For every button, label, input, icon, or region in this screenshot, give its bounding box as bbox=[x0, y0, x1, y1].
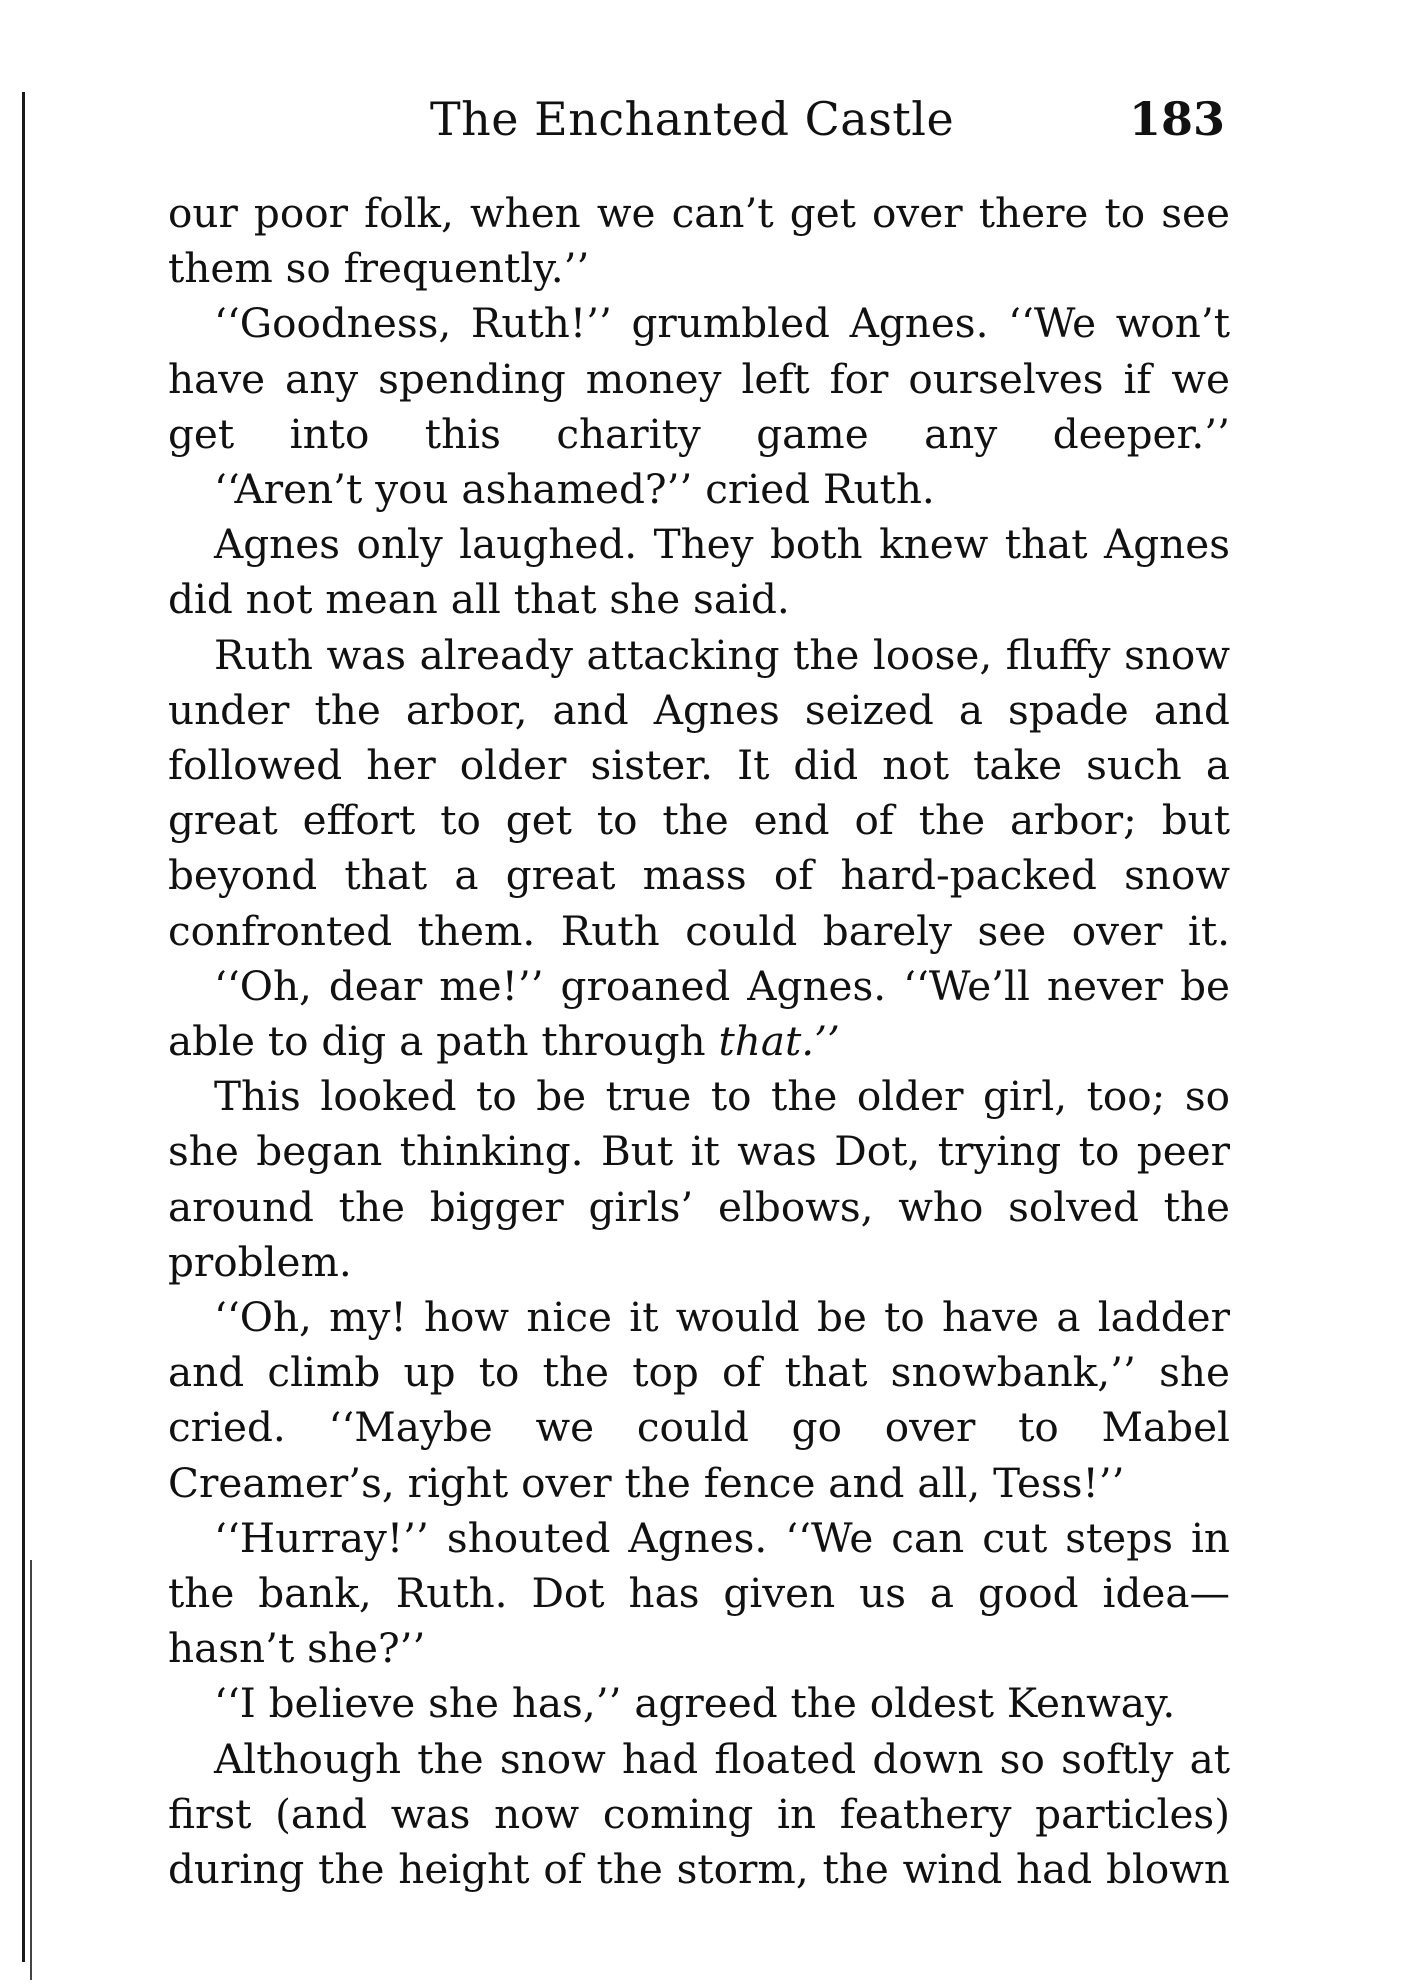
paragraph-4: Agnes only laughed. They both knew that Agnes did not mean all that she said. bbox=[168, 520, 1230, 624]
paragraph-5: Ruth was already attacking the loose, fluffy snow under the arbor, and Agnes seized a spade and followed her older sister. It did not take such a great effort to get to the end of the arbor; but beyond that a great mass of hard-packed snow confronted them. Ruth could barely see over it. bbox=[168, 630, 1230, 955]
paragraph-6-text: ‘‘Oh, dear me!’’ groaned Agnes. ‘‘We’ll never be able to dig a path through bbox=[168, 961, 1230, 1066]
paragraph-1: our poor folk, when we can’t get over there to see them so frequently.’’ bbox=[168, 189, 1230, 293]
paragraph-10: ‘‘I believe she has,’’ agreed the oldest Kenway. bbox=[214, 1679, 1176, 1728]
paragraph-3: ‘‘Aren’t you ashamed?’’ cried Ruth. bbox=[214, 465, 935, 514]
paragraph-7: This looked to be true to the older girl, too; so she began thinking. But it was Dot, trying to peer around the bigger girls’ elbows, who solved the problem. bbox=[168, 1072, 1230, 1286]
paragraph-6 bbox=[168, 959, 1230, 1069]
page-number: 183 bbox=[1128, 92, 1225, 146]
binding-edge-line bbox=[22, 92, 25, 1962]
paragraph-6-italic: that.’’ bbox=[718, 1017, 840, 1066]
paragraph-9: ‘‘Hurray!’’ shouted Agnes. ‘‘We can cut steps in the bank, Ruth. Dot has given us a good idea—hasn’t she?’’ bbox=[168, 1513, 1230, 1673]
paragraph-8: ‘‘Oh, my! how nice it would be to have a ladder and climb up to the top of that snowbank,’’ she cried. ‘‘Maybe we could go over to Mabel Creamer’s, right over the fence and all, Tess!’’ bbox=[168, 1293, 1230, 1507]
binding-edge-shadow bbox=[30, 1560, 32, 1980]
paragraph-2: ‘‘Goodness, Ruth!’’ grumbled Agnes. ‘‘We won’t have any spending money left for ourselves if we get into this charity game any deeper.’’ bbox=[168, 299, 1230, 458]
page-header bbox=[170, 92, 1225, 162]
body-text bbox=[168, 186, 1230, 1897]
running-title: The Enchanted Castle bbox=[430, 92, 955, 146]
paragraph-11: Although the snow had floated down so softly at first (and was now coming in feathery particles) during the height of the storm, the wind had blown bbox=[168, 1734, 1230, 1894]
